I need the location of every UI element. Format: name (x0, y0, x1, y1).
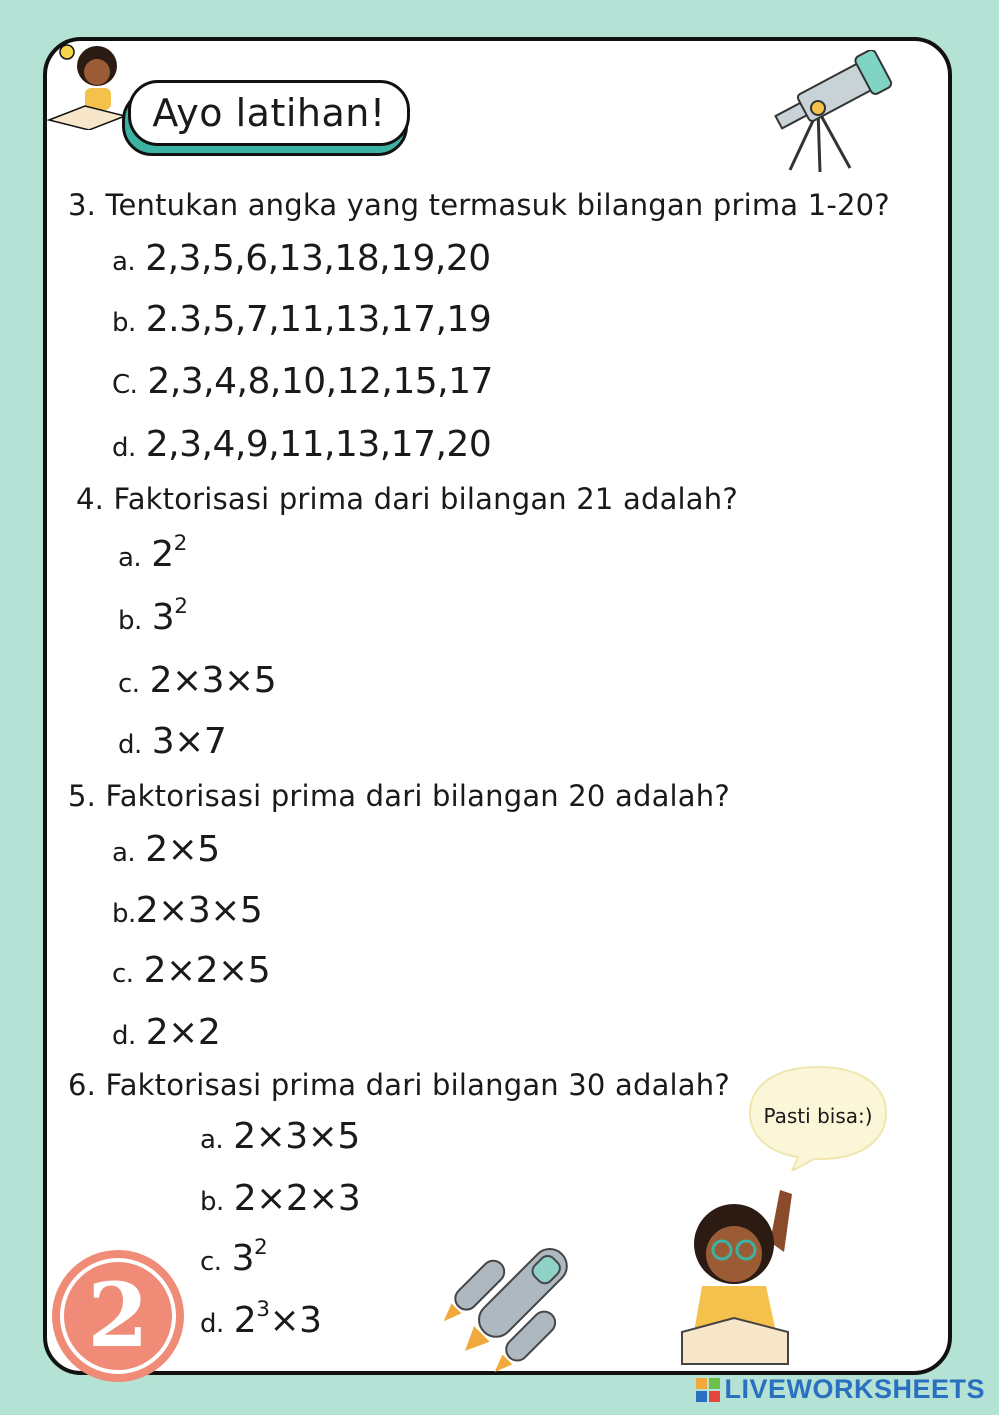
option-label: c. (200, 1247, 222, 1277)
q6-option-d[interactable] (200, 1296, 322, 1341)
q5-option-d[interactable] (112, 1012, 220, 1053)
option-exponent: 2 (253, 1234, 268, 1260)
liveworksheets-logo-icon (696, 1378, 720, 1402)
girl-reading-illustration (45, 40, 130, 130)
option-label: c. (112, 959, 134, 989)
option-value: 2×3×5 (233, 1116, 360, 1157)
q6-option-a[interactable] (200, 1116, 360, 1157)
q4-option-a[interactable] (118, 530, 187, 575)
q6-option-b[interactable] (200, 1178, 360, 1219)
q3-option-d[interactable] (112, 424, 491, 465)
q4-option-b[interactable] (118, 593, 188, 638)
q5-option-a[interactable] (112, 829, 220, 870)
question-6: 6. Faktorisasi prima dari bilangan 30 adalah? (68, 1068, 730, 1102)
option-label: d. (112, 433, 136, 463)
page-title: Ayo latihan! (128, 80, 410, 146)
q3-option-c[interactable] (112, 361, 493, 402)
option-value: 2×3×5 (149, 660, 277, 701)
option-value: 2.3,5,7,11,13,17,19 (145, 299, 492, 340)
page-number-badge (50, 1248, 186, 1384)
option-value: 3×7 (151, 721, 227, 762)
question-5: 5. Faktorisasi prima dari bilangan 20 adalah? (68, 779, 730, 813)
option-label: b. (112, 308, 136, 338)
q5-option-c[interactable] (112, 950, 270, 991)
option-label: b. (112, 899, 136, 929)
option-value: 2,3,4,9,11,13,17,20 (145, 424, 492, 465)
option-label: a. (112, 838, 136, 868)
q4-option-c[interactable] (118, 660, 276, 701)
option-label: d. (200, 1309, 224, 1339)
option-label: d. (112, 1021, 136, 1051)
rocket-illustration (438, 1228, 588, 1373)
q3-option-b[interactable] (112, 299, 491, 340)
watermark-text: LIVEWORKSHEETS (724, 1374, 985, 1404)
option-value: 2,3,5,6,13,18,19,20 (145, 238, 491, 279)
question-4: 4. Faktorisasi prima dari bilangan 21 adalah? (76, 482, 738, 516)
telescope-illustration (760, 50, 900, 175)
option-value: 2×2×3 (233, 1178, 361, 1219)
option-label: a. (112, 247, 136, 277)
watermark (696, 1374, 985, 1405)
option-exponent: 2 (173, 530, 187, 556)
option-base: 3 (231, 1238, 254, 1279)
option-label: b. (118, 606, 142, 636)
girl-waving-illustration (672, 1182, 822, 1367)
option-exponent: 2 (174, 593, 188, 619)
option-exponent: 3 (256, 1296, 270, 1322)
q4-option-d[interactable] (118, 721, 226, 762)
option-base: 2 (151, 534, 174, 575)
q3-option-a[interactable] (112, 238, 491, 279)
title-banner (122, 80, 410, 158)
option-label: C. (112, 370, 138, 400)
question-3: 3. Tentukan angka yang termasuk bilangan prima 1-20? (68, 188, 890, 222)
option-value: 2×3×5 (135, 890, 263, 931)
option-value: 2,3,4,8,10,12,15,17 (147, 361, 493, 402)
option-value: 2×5 (145, 829, 220, 870)
option-base: 2 (233, 1300, 257, 1341)
option-rest: ×3 (269, 1300, 322, 1341)
option-label: b. (200, 1187, 224, 1217)
q6-option-c[interactable] (200, 1234, 268, 1279)
option-label: d. (118, 730, 142, 760)
speech-bubble-text: Pasti bisa:) (763, 1104, 873, 1128)
option-value: 2×2 (145, 1012, 221, 1053)
option-label: c. (118, 669, 140, 699)
option-value: 2×2×5 (143, 950, 271, 991)
option-label: a. (200, 1125, 224, 1155)
option-label: a. (118, 543, 142, 573)
option-base: 3 (151, 597, 175, 638)
page-number: 2 (87, 1263, 149, 1367)
q5-option-b[interactable] (112, 890, 262, 931)
